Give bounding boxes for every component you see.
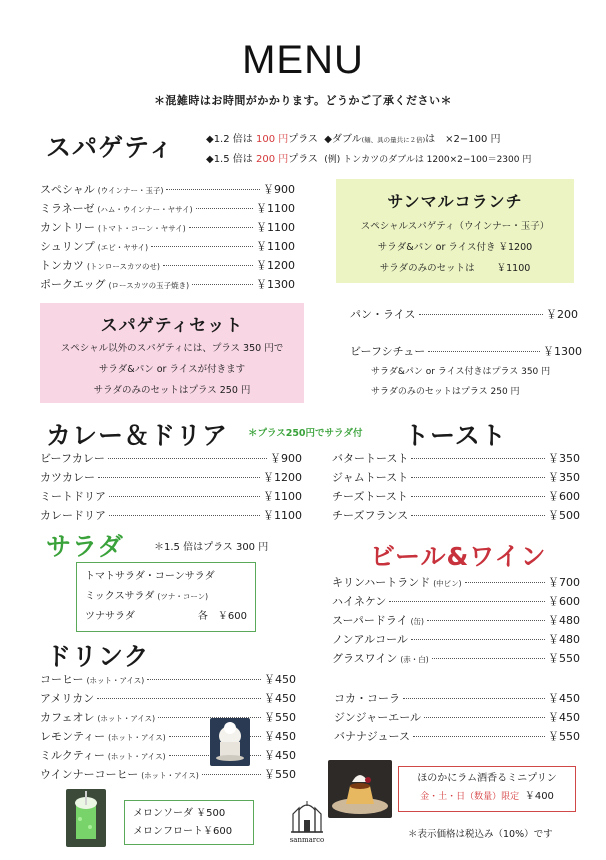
logo-text: sanmarco <box>289 836 325 844</box>
item-sub: (トマト・コーン・ヤサイ) <box>98 224 186 233</box>
melon-soda-photo-icon <box>66 789 106 847</box>
dots <box>166 189 260 190</box>
toast-list <box>332 450 580 526</box>
curry-note: ＊プラス250円でサラダ付 <box>248 428 363 439</box>
dots <box>147 679 261 680</box>
menu-row <box>332 488 580 507</box>
item-sub: (ホット・アイス) <box>107 752 166 761</box>
item-sub: (ホット・アイス) <box>108 733 166 742</box>
dots <box>419 314 543 315</box>
dots <box>411 477 545 478</box>
option-double-note: (麺、具の量共に２倍) <box>361 136 426 144</box>
drink-list <box>40 671 296 785</box>
beef-stew-name: ビーフシチュー <box>350 345 426 358</box>
melon-float-text: メロンフロート￥600 <box>133 826 233 837</box>
dots <box>403 698 545 699</box>
lunch-line-3: サラダのみのセットは ￥1100 <box>379 263 531 274</box>
dots <box>411 515 545 516</box>
item-name: スペシャル <box>40 183 95 196</box>
dots <box>428 351 540 352</box>
item-price: ￥450 <box>548 692 580 705</box>
item-name: ミルクティー <box>40 749 105 762</box>
lunch-box <box>336 179 574 283</box>
drink-title: ドリンク <box>46 642 150 671</box>
lunch-line-1: スペシャルスパゲティ（ウインナー・玉子） <box>360 221 550 232</box>
item-price: ￥600 <box>548 490 580 503</box>
pudding-title: ほのかにラム酒香るミニプリン <box>417 773 557 784</box>
item-sub: (ハム・ウインナー・ヤサイ) <box>97 205 193 214</box>
salad-box <box>76 562 256 632</box>
dots <box>108 458 267 459</box>
item-sub: (ホット・アイス) <box>97 714 156 723</box>
menu-row <box>332 469 580 488</box>
dots <box>163 265 253 266</box>
wiener-coffee-photo-icon <box>210 718 250 766</box>
melon-box <box>124 800 254 845</box>
item-price: ￥480 <box>548 614 580 627</box>
option-2: ◆1.5 倍は <box>206 154 253 165</box>
church-logo-icon <box>289 800 325 834</box>
dots <box>202 774 261 775</box>
menu-row <box>40 690 296 709</box>
item-name: ミラネーゼ <box>40 202 95 215</box>
item-name: チーズフランス <box>332 509 409 522</box>
menu-row <box>40 450 302 469</box>
dots <box>389 601 545 602</box>
item-name: ウインナーコーヒー <box>40 768 139 781</box>
item-name: レモンティー <box>40 730 106 743</box>
item-sub: (赤・白) <box>400 655 429 664</box>
item-price: ￥550 <box>264 711 296 724</box>
spaghetti-options <box>206 130 531 170</box>
menu-row <box>334 728 580 747</box>
option-example: (例) トンカツのダブルは 1200×2−100＝2300 円 <box>324 155 532 165</box>
dots <box>411 639 545 640</box>
option-double: ◆ダブル <box>324 134 362 145</box>
item-sub: (ホット・アイス) <box>141 771 199 780</box>
item-price: ￥500 <box>548 509 580 522</box>
item-name: スーパードライ <box>332 614 408 627</box>
item-price: ￥550 <box>264 768 296 781</box>
dots <box>432 658 545 659</box>
dots <box>411 458 545 459</box>
item-name: カツカレー <box>40 471 95 484</box>
beer-list <box>332 574 580 669</box>
dots <box>192 284 253 285</box>
item-name: シュリンプ <box>40 240 95 253</box>
dots <box>196 208 253 209</box>
salad-note: ＊1.5 倍はプラス 300 円 <box>154 542 269 553</box>
menu-row <box>40 469 302 488</box>
item-name: ハイネケン <box>332 595 387 608</box>
dots <box>465 582 545 583</box>
item-price: ￥450 <box>548 711 580 724</box>
menu-row <box>40 257 295 276</box>
item-price: ￥450 <box>264 749 296 762</box>
menu-row <box>332 593 580 612</box>
item-price: ￥1100 <box>263 509 302 522</box>
menu-row <box>40 766 296 785</box>
curry-title: カレー＆ドリア <box>46 421 229 450</box>
item-name: トンカツ <box>40 259 84 272</box>
menu-title: MENU <box>242 38 364 82</box>
item-sub: (缶) <box>410 617 424 626</box>
item-name: ノンアルコール <box>332 633 408 646</box>
item-price: ￥450 <box>264 692 296 705</box>
menu-row <box>40 181 295 200</box>
menu-row <box>40 671 296 690</box>
menu-row <box>332 612 580 631</box>
item-price: ￥350 <box>548 452 580 465</box>
spaghetti-list <box>40 181 295 295</box>
menu-row <box>40 488 302 507</box>
set-line-1: スペシャル以外のスパゲティには、プラス 350 円で <box>60 343 284 354</box>
salad-line-2-sub: (ツナ・コーン) <box>157 592 209 601</box>
item-price: ￥550 <box>548 652 580 665</box>
set-title: スパゲティセット <box>100 316 244 336</box>
lunch-line-2: サラダ&パン or ライス付き ￥1200 <box>377 242 533 253</box>
item-name: バナナジュース <box>334 730 411 743</box>
item-name: ビーフカレー <box>40 452 105 465</box>
item-sub: (ロースカツの玉子焼き) <box>108 281 190 290</box>
item-price: ￥1200 <box>263 471 302 484</box>
dots <box>427 620 545 621</box>
item-name: ポークエッグ <box>40 278 106 291</box>
item-name: キリンハートランド <box>332 576 431 589</box>
pan-rice-price: ￥200 <box>546 308 578 321</box>
menu-row <box>332 650 580 669</box>
item-name: カレードリア <box>40 509 106 522</box>
item-name: ミートドリア <box>40 490 106 503</box>
dots <box>411 496 545 497</box>
item-sub: (ホット・アイス) <box>86 676 145 685</box>
option-double-price: は ×2−100 円 <box>425 134 501 145</box>
item-price: ￥450 <box>264 673 296 686</box>
spaghetti-title: スパゲティ <box>46 133 175 162</box>
pudding-price: ￥400 <box>524 791 554 802</box>
item-name: カフェオレ <box>40 711 95 724</box>
item-price: ￥1100 <box>256 240 295 253</box>
item-price: ￥1200 <box>256 259 295 272</box>
stew-note-1: サラダ&パン or ライス付きはプラス 350 円 <box>371 367 551 377</box>
item-price: ￥1100 <box>256 221 295 234</box>
menu-row <box>332 450 580 469</box>
beer-title: ビール&ワイン <box>370 542 547 571</box>
item-price: ￥550 <box>548 730 580 743</box>
item-sub: (ウインナー・玉子) <box>97 186 164 195</box>
item-price: ￥600 <box>548 595 580 608</box>
sanmarco-logo <box>279 800 335 844</box>
item-name: コーヒー <box>40 673 84 686</box>
item-price: ￥450 <box>264 730 296 743</box>
dots <box>189 227 253 228</box>
pudding-box <box>398 766 576 812</box>
set-line-3: サラダのみのセットはプラス 250 円 <box>93 385 251 396</box>
pudding-days: 金・土・日（数量）限定 <box>420 792 520 802</box>
dots <box>109 496 260 497</box>
item-name: カントリー <box>40 221 95 234</box>
menu-row <box>332 631 580 650</box>
item-price: ￥700 <box>548 576 580 589</box>
pan-rice-name: パン・ライス <box>350 308 416 321</box>
option-1-plus: プラス <box>288 134 318 145</box>
beef-stew-price: ￥1300 <box>543 345 582 358</box>
menu-row <box>332 507 580 526</box>
item-sub: (トンロースカツのせ) <box>87 262 160 271</box>
item-price: ￥900 <box>270 452 302 465</box>
item-price: ￥900 <box>263 183 295 196</box>
menu-row <box>334 709 580 728</box>
salad-line-3: ツナサラダ <box>85 611 135 622</box>
item-name: チーズトースト <box>332 490 408 503</box>
curry-list <box>40 450 302 526</box>
dots <box>109 515 260 516</box>
melon-soda-text: メロンソーダ ￥500 <box>133 808 226 819</box>
item-name: ジンジャーエール <box>334 711 422 724</box>
pan-rice-row <box>350 306 578 325</box>
item-name: バタートースト <box>332 452 409 465</box>
salad-title: サラダ <box>46 532 124 561</box>
dots <box>151 246 253 247</box>
lunch-title: サンマルコランチ <box>387 192 523 211</box>
item-name: グラスワイン <box>332 652 398 665</box>
beef-stew-row <box>350 343 582 362</box>
dots <box>97 698 261 699</box>
option-2-price: 200 円 <box>255 154 289 165</box>
salad-price: 各 ￥600 <box>197 611 247 622</box>
menu-row <box>332 574 580 593</box>
menu-row <box>40 747 296 766</box>
menu-row <box>40 219 295 238</box>
item-price: ￥1100 <box>263 490 302 503</box>
option-1: ◆1.2 倍は <box>206 134 253 145</box>
toast-title: トースト <box>404 421 507 450</box>
pudding-photo-icon <box>328 760 392 818</box>
item-price: ￥1100 <box>256 202 295 215</box>
item-sub: (中ビン) <box>433 579 462 588</box>
item-price: ￥350 <box>548 471 580 484</box>
stew-note-2: サラダのみのセットはプラス 250 円 <box>371 387 520 397</box>
menu-row <box>40 200 295 219</box>
menu-row <box>40 709 296 728</box>
set-box <box>40 303 304 403</box>
menu-row <box>40 507 302 526</box>
menu-row <box>40 276 295 295</box>
option-1-price: 100 円 <box>255 134 289 145</box>
salad-line-2: ミックスサラダ <box>85 591 155 602</box>
menu-row <box>40 728 296 747</box>
dots <box>98 477 260 478</box>
item-name: アメリカン <box>40 692 95 705</box>
dots <box>424 717 545 718</box>
tax-note: ＊表示価格は税込み（10%）です <box>408 829 553 840</box>
item-price: ￥480 <box>548 633 580 646</box>
menu-row <box>334 690 580 709</box>
notice-text: ＊混雑時はお時間がかかります。どうかご了承ください＊ <box>153 94 453 107</box>
option-2-plus: プラス <box>288 154 318 165</box>
menu-row <box>40 238 295 257</box>
dots <box>413 736 545 737</box>
item-name: コカ・コーラ <box>334 692 400 705</box>
set-line-2: サラダ&パン or ライスが付きます <box>98 364 246 375</box>
item-price: ￥1300 <box>256 278 295 291</box>
item-name: ジャムトースト <box>332 471 409 484</box>
item-sub: (エビ・ヤサイ) <box>97 243 149 252</box>
salad-line-1: トマトサラダ・コーンサラダ <box>85 571 215 582</box>
soft-list <box>334 690 580 747</box>
